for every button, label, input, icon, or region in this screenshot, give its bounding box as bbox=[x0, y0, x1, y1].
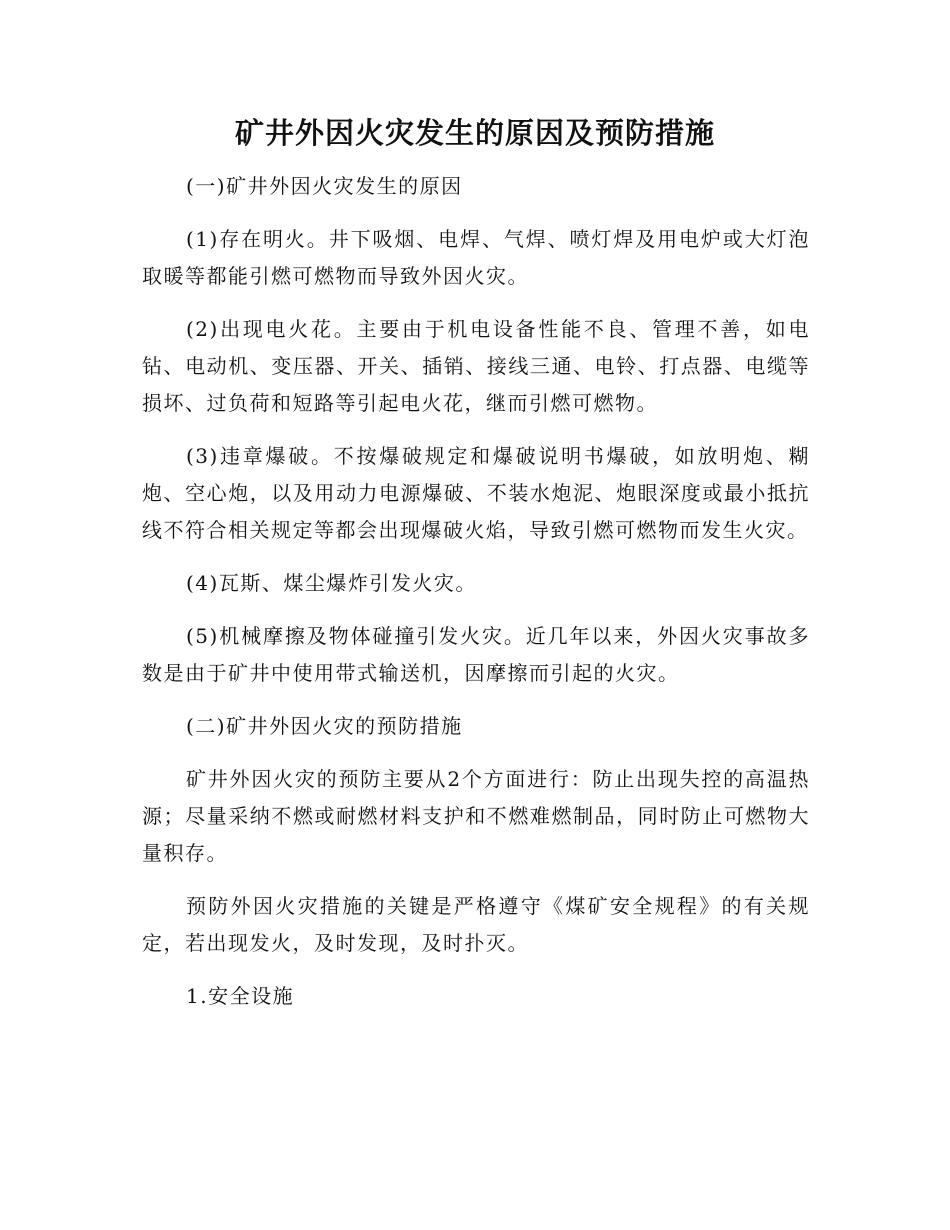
paragraph-prevention-key: 预防外因火灾措施的关键是严格遵守《煤矿安全规程》的有关规定，若出现发火，及时发现，及时扑灭。 bbox=[142, 894, 810, 955]
paragraph-electric-spark: (2)出现电火花。主要由于机电设备性能不良、管理不善，如电钻、电动机、变压器、开关、插销、接线三通、电铃、打点器、电缆等损坏、过负荷和短路等引起电火花，继而引燃可燃物。 bbox=[142, 317, 810, 415]
section-heading-causes: (一)矿井外因火灾发生的原因 bbox=[186, 174, 463, 198]
paragraph-mechanical-friction: (5)机械摩擦及物体碰撞引发火灾。近几年以来，外因火灾事故多数是由于矿井中使用带式输送机，因摩擦而引起的火灾。 bbox=[142, 624, 810, 685]
paragraph-open-flame: (1)存在明火。井下吸烟、电焊、气焊、喷灯焊及用电炉或大灯泡取暖等都能引燃可燃物而导致外因火灾。 bbox=[142, 227, 810, 288]
subsection-heading-safety-facilities: 1.安全设施 bbox=[186, 984, 295, 1008]
document-title: 矿井外因火灾发生的原因及预防措施 bbox=[234, 116, 715, 150]
paragraph-prevention-overview: 矿井外因火灾的预防主要从2个方面进行：防止出现失控的高温热源；尽量采纳不燃或耐燃材料支护和不燃难燃制品，同时防止可燃物大量积存。 bbox=[142, 767, 810, 865]
paragraph-illegal-blasting: (3)违章爆破。不按爆破规定和爆破说明书爆破，如放明炮、糊炮、空心炮，以及用动力电源爆破、不装水炮泥、炮眼深度或最小抵抗线不符合相关规定等都会出现爆破火焰，导致引燃可燃物而发生火灾。 bbox=[142, 444, 810, 542]
section-heading-prevention: (二)矿井外因火灾的预防措施 bbox=[186, 714, 463, 738]
document-body bbox=[142, 168, 810, 1031]
paragraph-gas-dust-explosion: (4)瓦斯、煤尘爆炸引发火灾。 bbox=[186, 571, 477, 595]
